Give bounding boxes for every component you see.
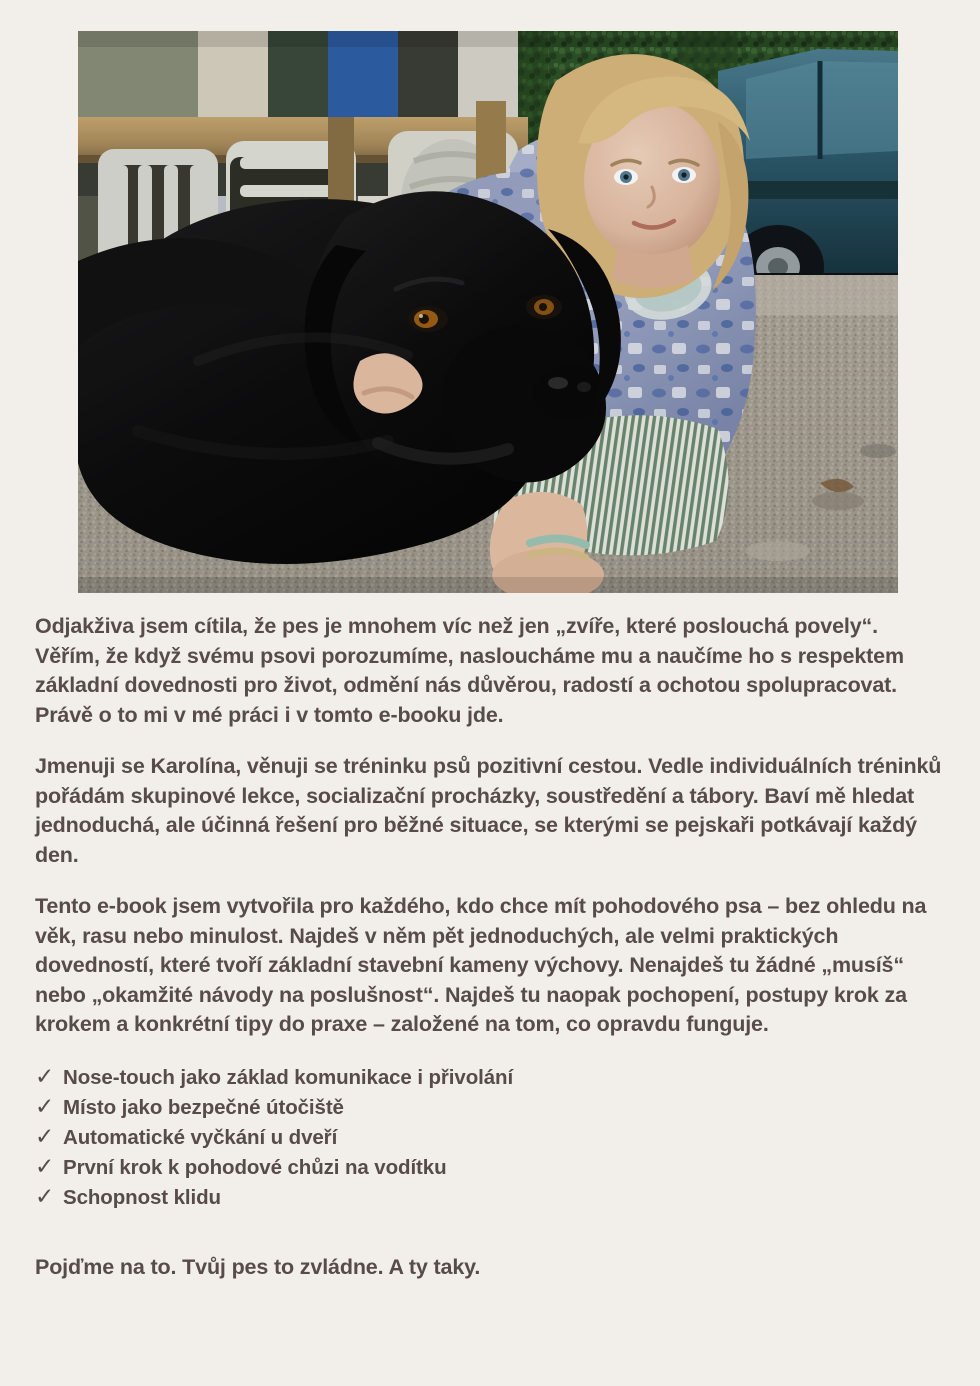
list-item-label: První krok k pohodové chůzi na vodítku bbox=[63, 1155, 447, 1179]
list-item bbox=[35, 1122, 947, 1152]
check-icon: ✓ bbox=[35, 1122, 55, 1149]
closing-line: Pojďme na to. Tvůj pes to zvládne. A ty taky. bbox=[35, 1254, 481, 1279]
list-item-label: Schopnost klidu bbox=[63, 1185, 221, 1209]
paragraph-ebook-description: Tento e-book jsem vytvořila pro každého, kdo chce mít pohodového psa – bez ohledu na věk, rasu nebo minulost. Najdeš v něm pět jednoduchých, ale velmi praktických dovedností, které tvoří základní stavební kameny výchovy. Nenajdeš tu žádné „musíš“ nebo „okamžité návody na poslušnost“. Najdeš tu naopak pochopení, postupy krok za krokem a konkrétní tipy do praxe – založené na tom, co opravdu funguje. bbox=[35, 894, 927, 1036]
list-item-label: Místo jako bezpečné útočiště bbox=[63, 1095, 344, 1119]
list-item bbox=[35, 1182, 947, 1212]
hero-photo bbox=[78, 31, 898, 593]
list-item-label: Nose-touch jako základ komunikace i přivolání bbox=[63, 1065, 514, 1089]
skills-checklist bbox=[35, 1062, 947, 1212]
check-icon: ✓ bbox=[35, 1182, 55, 1209]
check-icon: ✓ bbox=[35, 1092, 55, 1119]
list-item bbox=[35, 1092, 947, 1122]
paragraph-about-author: Jmenuji se Karolína, věnuji se tréninku psů pozitivní cestou. Vedle individuálních tréninků pořádám skupinové lekce, socializační procházky, soustředění a tábory. Baví mě hledat jednoduchá, ale účinná řešení pro běžné situace, se kterými se pejskaři potkávají každý den. bbox=[35, 754, 942, 867]
check-icon: ✓ bbox=[35, 1152, 55, 1179]
check-icon: ✓ bbox=[35, 1062, 55, 1089]
article-body bbox=[35, 612, 947, 1282]
hero-photo-illustration bbox=[78, 31, 898, 593]
list-item bbox=[35, 1062, 947, 1092]
list-item bbox=[35, 1152, 947, 1182]
list-item-label: Automatické vyčkání u dveří bbox=[63, 1125, 338, 1149]
paragraph-intro: Odjakživa jsem cítila, že pes je mnohem víc než jen „zvíře, které poslouchá povely“. Věřím, že když svému psovi porozumíme, nasloucháme mu a naučíme ho s respektem základní dovednosti pro život, odmění nás důvěrou, radostí a ochotou spolupracovat. Právě o to mi v mé práci i v tomto e-booku jde. bbox=[35, 614, 904, 727]
